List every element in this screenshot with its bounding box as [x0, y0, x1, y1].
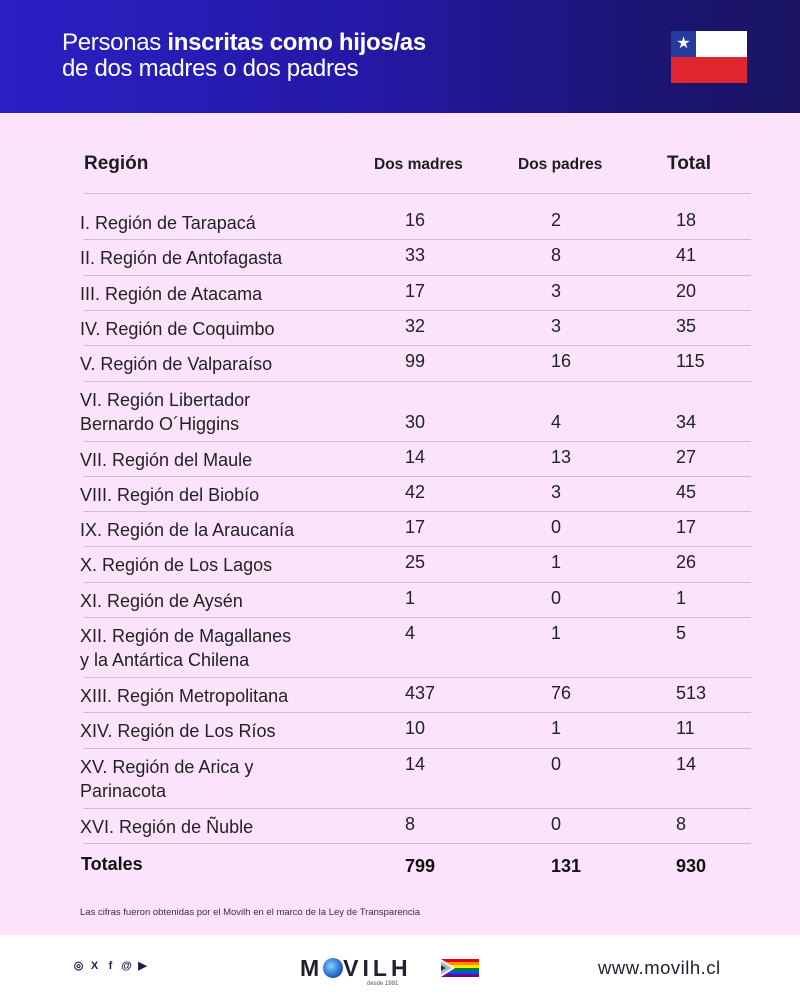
- region-name: [80, 719, 275, 743]
- source-note: Las cifras fueron obtenidas por el Movilh en el marco de la Ley de Transparencia: [80, 907, 421, 918]
- dos-madres-value: 8: [405, 813, 416, 834]
- region-name: [80, 624, 291, 672]
- chile-flag-icon: [671, 31, 747, 83]
- column-header-region: Región: [84, 153, 149, 174]
- region-name-line: III. Región de Atacama: [80, 283, 263, 304]
- region-name-line: VI. Región Libertador: [80, 389, 251, 410]
- row-divider: [83, 476, 751, 477]
- row-divider: [83, 239, 751, 240]
- dos-padres-value: 13: [551, 446, 572, 467]
- region-name: [80, 483, 259, 507]
- dos-padres-value: 3: [551, 315, 562, 336]
- header-divider: [83, 193, 751, 194]
- region-name: [80, 317, 274, 341]
- flag-white-band: [696, 31, 747, 57]
- dos-padres-value: 0: [551, 587, 562, 608]
- region-name: [80, 518, 294, 542]
- dos-madres-value: 10: [405, 718, 426, 739]
- totals-total: 930: [676, 856, 707, 876]
- row-divider: [83, 748, 751, 749]
- dos-padres-value: 0: [551, 813, 562, 834]
- dos-madres-value: 14: [405, 446, 426, 467]
- dos-padres-value: 2: [551, 210, 562, 230]
- dos-madres-value: 437: [405, 683, 436, 703]
- row-divider: [83, 345, 751, 346]
- dos-madres-value: 32: [405, 315, 426, 336]
- row-divider: [83, 441, 751, 442]
- dos-madres-value: 99: [405, 351, 426, 372]
- region-name-line: XVI. Región de Ñuble: [80, 816, 254, 837]
- region-name-line: XI. Región de Aysén: [80, 590, 243, 611]
- dos-madres-value: 33: [405, 245, 426, 266]
- dos-padres-value: 16: [551, 351, 572, 372]
- title-prefix: Personas: [62, 29, 168, 56]
- region-name: [80, 589, 243, 613]
- flag-red-band: [671, 57, 747, 83]
- total-value: 5: [676, 623, 687, 643]
- flag-star-icon: ★: [676, 35, 691, 52]
- youtube-icon[interactable]: ▶: [138, 960, 147, 972]
- threads-icon[interactable]: @: [121, 960, 132, 972]
- total-value: 20: [676, 280, 697, 301]
- row-divider: [83, 275, 751, 276]
- total-value: 1: [676, 587, 687, 608]
- column-header-dos-padres: Dos padres: [518, 156, 603, 173]
- row-divider: [83, 546, 751, 547]
- total-value: 8: [676, 813, 687, 834]
- dos-padres-value: 76: [551, 683, 572, 703]
- logo-tagline: desde 1991: [367, 981, 399, 987]
- region-name-line: X. Región de Los Lagos: [80, 555, 273, 576]
- footer: [0, 935, 800, 1000]
- region-name-line: II. Región de Antofagasta: [80, 248, 283, 269]
- totals-dos-madres: 799: [405, 856, 436, 876]
- region-name: [80, 282, 262, 306]
- column-header-total: Total: [667, 153, 711, 174]
- dos-padres-value: 8: [551, 245, 562, 266]
- title-line2: de dos madres o dos padres: [62, 55, 359, 82]
- region-name: [80, 352, 272, 376]
- logo-globe-icon: [323, 958, 343, 978]
- region-name-line: VIII. Región del Biobío: [80, 484, 260, 505]
- total-value: 18: [676, 210, 697, 230]
- social-links: [73, 961, 148, 972]
- dos-madres-value: 4: [405, 623, 416, 643]
- totals-dos-padres: 131: [551, 856, 582, 876]
- dos-padres-value: 4: [551, 411, 562, 432]
- total-value: 115: [676, 351, 705, 372]
- region-name-line: y la Antártica Chilena: [80, 650, 250, 670]
- region-name: [80, 755, 253, 803]
- row-divider: [83, 310, 751, 311]
- region-name-line: Bernardo O´Higgins: [80, 413, 240, 434]
- row-divider: [83, 511, 751, 512]
- dos-madres-value: 25: [405, 552, 426, 573]
- dos-madres-value: 42: [405, 481, 426, 502]
- region-name-line: IV. Región de Coquimbo: [80, 318, 275, 339]
- total-value: 14: [676, 753, 697, 774]
- page-title: [62, 30, 426, 82]
- region-name-line: XII. Región de Magallanes: [80, 626, 292, 646]
- region-name-line: XIII. Región Metropolitana: [80, 686, 289, 706]
- row-divider: [83, 381, 751, 382]
- total-value: 17: [676, 517, 697, 538]
- dos-madres-value: 14: [405, 753, 426, 774]
- dos-padres-value: 0: [551, 517, 562, 538]
- row-divider: [83, 843, 751, 844]
- dos-padres-value: 1: [551, 552, 562, 573]
- region-name: [80, 211, 256, 235]
- total-value: 513: [676, 683, 707, 703]
- region-name-line: XV. Región de Arica y: [80, 756, 254, 777]
- region-name-line: V. Región de Valparaíso: [80, 354, 273, 375]
- total-value: 35: [676, 315, 697, 336]
- row-divider: [83, 617, 751, 618]
- row-divider: [83, 808, 751, 809]
- total-value: 27: [676, 446, 697, 467]
- total-value: 26: [676, 552, 697, 573]
- logo-letter-m: M: [300, 955, 324, 981]
- total-value: 45: [676, 481, 697, 502]
- dos-madres-value: 16: [405, 210, 426, 230]
- facebook-icon[interactable]: f: [108, 960, 113, 972]
- row-divider: [83, 712, 751, 713]
- region-name: [80, 815, 253, 839]
- title-bold: inscritas como hijos/as: [167, 29, 426, 56]
- row-divider: [83, 582, 751, 583]
- dos-padres-value: 3: [551, 481, 562, 502]
- dos-padres-value: 1: [551, 623, 562, 643]
- dos-padres-value: 3: [551, 280, 562, 301]
- header-banner: [0, 0, 800, 113]
- total-value: 41: [676, 245, 697, 266]
- x-icon[interactable]: X: [90, 960, 99, 972]
- column-header-dos-madres: Dos madres: [374, 156, 463, 173]
- region-name: [80, 388, 250, 436]
- movilh-logo: [300, 955, 412, 982]
- pride-flag-icon: [441, 959, 479, 977]
- total-value: 34: [676, 411, 697, 432]
- dos-padres-value: 0: [551, 753, 562, 774]
- region-name-line: Parinacota: [80, 780, 167, 801]
- dos-padres-value: 1: [551, 718, 562, 739]
- region-name-line: VII. Región del Maule: [80, 449, 253, 470]
- region-name-line: XIV. Región de Los Ríos: [80, 721, 276, 742]
- logo-letters: VILH: [343, 955, 412, 981]
- totals-label: Totales: [81, 854, 143, 874]
- row-divider: [83, 677, 751, 678]
- region-name: [80, 553, 272, 577]
- website-link[interactable]: www.movilh.cl: [598, 957, 721, 978]
- region-name: [80, 448, 252, 472]
- region-name-line: I. Región de Tarapacá: [80, 213, 256, 233]
- dos-madres-value: 17: [405, 280, 426, 301]
- region-name: [80, 246, 282, 270]
- table-area: [0, 113, 800, 935]
- region-name-line: IX. Región de la Araucanía: [80, 520, 295, 541]
- dos-madres-value: 17: [405, 517, 426, 538]
- dos-madres-value: 1: [405, 587, 416, 608]
- region-name: [80, 684, 288, 708]
- total-value: 11: [676, 718, 695, 739]
- instagram-icon[interactable]: ◎: [73, 960, 84, 972]
- dos-madres-value: 30: [405, 411, 426, 432]
